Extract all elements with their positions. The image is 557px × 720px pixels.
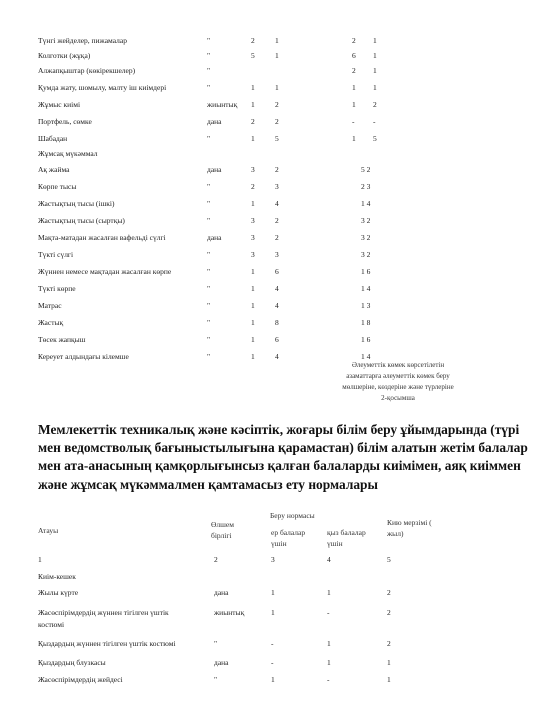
column-header-boys: ер балалар үшін xyxy=(271,528,306,548)
table-row: Түкті көрпе " 1 4 1 4 xyxy=(38,284,371,293)
table-row: Төсек жапқыш " 1 6 1 6 xyxy=(38,335,371,344)
table-row: Жылы күрте дана 1 1 2 xyxy=(38,588,391,597)
table-row: Түкті сүлгі " 3 3 3 2 xyxy=(38,250,371,259)
table-row: Қумда жату, шомылу, малту іш киімдері " 1 1 1 1 xyxy=(38,83,377,92)
table-row-continuation: костюмі xyxy=(38,620,65,629)
column-header-name: Атауы xyxy=(38,526,59,535)
table-row: Жастықтың тысы (ішкі) " 1 4 1 4 xyxy=(38,199,371,208)
table-row: Матрас " 1 4 1 3 xyxy=(38,301,371,310)
table-row: Кереует алдындағы кілемше " 1 4 1 4 xyxy=(38,352,371,361)
table-row: Көрпе тысы " 2 3 2 3 xyxy=(38,182,371,191)
table-row: Жұмыс киімі жиынтық 1 2 1 2 xyxy=(38,100,377,109)
column-header-unit: Өлшем бірлігі xyxy=(211,520,235,540)
table-row: Қыздардың блузкасы дана - 1 1 xyxy=(38,658,391,667)
table-row: Колготки (жұқа) " 5 1 6 1 xyxy=(38,51,377,60)
column-header-norm: Беру нормасы xyxy=(270,511,315,520)
table-row: Қыздардың жүннен тігілген үштік костюмі " - 1 2 xyxy=(38,639,391,648)
table-row: Портфель, сөмке дана 2 2 - - xyxy=(38,117,376,126)
table-row: Ақ жайма дана 3 2 5 2 xyxy=(38,165,371,174)
table-row: Жасөспірімдердің жүннен тігілген үштік жиынтық 1 - 2 xyxy=(38,608,391,617)
table-row: Шабадан " 1 5 1 5 xyxy=(38,134,377,143)
table-row: Алжапқыштар (көкірекшелер) " 2 1 xyxy=(38,66,377,75)
table-row: Түнгі жейделер, пижамалар " 2 1 2 1 xyxy=(38,36,377,45)
column-numbers-row: 1 2 3 4 5 xyxy=(38,555,391,564)
table-row: Жүннен немесе мақтадан жасалған көрпе " 1 6 1 6 xyxy=(38,267,371,276)
column-header-lifetime: Кию мерзімі ( жыл) xyxy=(387,518,432,538)
table-row: Жастық " 1 8 1 8 xyxy=(38,318,371,327)
table-row: Жастықтың тысы (сыртқы) " 3 2 3 2 xyxy=(38,216,371,225)
table-row: Жасөспірімдердің жейдесі " 1 - 1 xyxy=(38,675,391,684)
section-heading: Мемлекеттік техникалық және кәсіптік, жоғары білім беру ұйымдарында (түрі мен ведомстволық бағыныстылығына қарамастан) білім алатын жетім балалар мен ата-анасының қамқорлығынсыз қалған балаларды киімімен, аяқ киіммен және жұмсақ мүкәммалмен қамтамасыз ету нормалары xyxy=(38,422,528,492)
column-header-girls: қыз балалар үшін xyxy=(327,528,366,548)
annex-note: Әлеуметтік көмек көрсетілетін азаматтарға әлеуметтік көмек беру мөлшеріне, көздеріне және түрлеріне 2-қосымша xyxy=(342,361,454,402)
table-row: Мақта-матадан жасалған вафельді сүлгі дана 3 2 3 2 xyxy=(38,233,371,242)
table-section-heading: Киім-кешек xyxy=(38,572,76,581)
table-section-heading: Жұмсақ мүкәммал xyxy=(38,149,98,158)
